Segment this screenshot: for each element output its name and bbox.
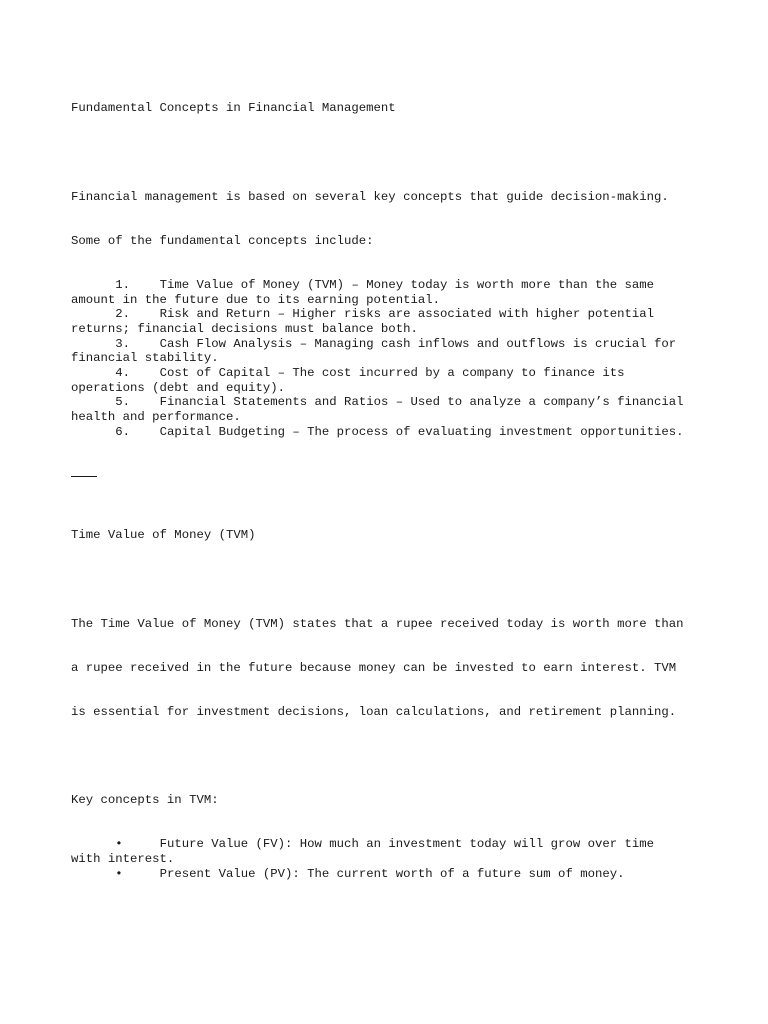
concept-continuation: operations (debt and equity). bbox=[71, 380, 286, 395]
concept-text: Time Value of Money (TVM) – Money today is worth more than the same bbox=[159, 277, 654, 292]
tvm-bullet-text: Future Value (FV): How much an investment today will grow over time bbox=[159, 837, 654, 852]
tvm-paragraph-line-3: is essential for investment decisions, loan calculations, and retirement planning. bbox=[71, 704, 677, 719]
concept-text: Risk and Return – Higher risks are associated with higher potential bbox=[159, 307, 654, 322]
tvm-bullet-text: Present Value (PV): The current worth of a future sum of money. bbox=[159, 866, 625, 881]
concept-marker: 2. bbox=[115, 307, 131, 322]
section-heading-tvm: Time Value of Money (TVM) bbox=[71, 528, 256, 543]
tvm-paragraph-line-1: The Time Value of Money (TVM) states that a rupee received today is worth more than bbox=[71, 616, 684, 631]
concept-marker: 4. bbox=[115, 366, 131, 381]
concept-item bbox=[71, 366, 711, 381]
concept-list bbox=[71, 278, 711, 440]
concept-continuation: health and performance. bbox=[71, 410, 241, 425]
tvm-bullet-item bbox=[71, 867, 711, 882]
document-page bbox=[71, 72, 711, 896]
tvm-bullet-continuation: with interest. bbox=[71, 851, 175, 866]
tvm-bullet-marker: • bbox=[115, 866, 123, 881]
concept-text: Financial Statements and Ratios – Used to analyze a company’s financial bbox=[159, 395, 684, 410]
concept-continuation: amount in the future due to its earning potential. bbox=[71, 292, 440, 307]
concept-marker: 1. bbox=[115, 277, 131, 292]
concept-continuation: returns; financial decisions must balance both. bbox=[71, 321, 418, 336]
tvm-bullet-item bbox=[71, 837, 711, 852]
concept-item bbox=[71, 425, 711, 440]
concept-item bbox=[71, 278, 711, 293]
spacer bbox=[71, 749, 711, 764]
intro-line-2: Some of the fundamental concepts include: bbox=[71, 233, 374, 248]
spacer bbox=[71, 572, 711, 587]
spacer bbox=[71, 146, 711, 161]
key-concepts-label: Key concepts in TVM: bbox=[71, 793, 219, 807]
concept-marker: 3. bbox=[115, 336, 131, 351]
intro-line-1: Financial management is based on several key concepts that guide decision-making. bbox=[71, 189, 669, 204]
section-divider bbox=[71, 476, 97, 477]
concept-text: Capital Budgeting – The process of evaluating investment opportunities. bbox=[159, 424, 684, 439]
concept-marker: 5. bbox=[115, 395, 131, 410]
section-heading-fundamentals: Fundamental Concepts in Financial Management bbox=[71, 101, 396, 116]
bullet-list bbox=[71, 837, 711, 881]
concept-text: Cost of Capital – The cost incurred by a company to finance its bbox=[159, 366, 625, 381]
tvm-paragraph-line-2: a rupee received in the future because money can be invested to earn interest. TVM bbox=[71, 660, 677, 675]
concept-item bbox=[71, 337, 711, 352]
concept-marker: 6. bbox=[115, 424, 131, 439]
concept-item bbox=[71, 395, 711, 410]
concept-text: Cash Flow Analysis – Managing cash inflows and outflows is crucial for bbox=[159, 336, 677, 351]
concept-item bbox=[71, 307, 711, 322]
concept-continuation: financial stability. bbox=[71, 351, 219, 366]
tvm-bullet-marker: • bbox=[115, 837, 123, 852]
